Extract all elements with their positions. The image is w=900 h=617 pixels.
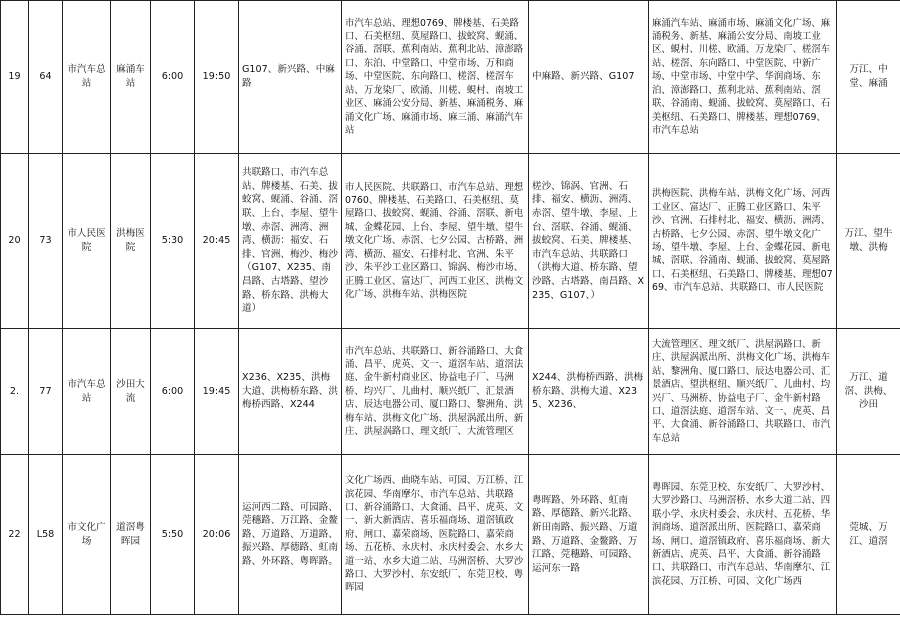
towns-served: 万江、望牛墩、洪梅 xyxy=(837,154,900,329)
origin-station: 市汽车总站 xyxy=(63,1,111,154)
return-roads: 粤晖路、外环路、虹南路、厚德路、新兴北路、新田南路、振兴路、万道路、万道路、金鳌路、万江路、莞穗路、可园路、运河东一路 xyxy=(529,455,649,615)
outbound-roads: X236、X235、洪梅大道、洪梅桥东路、洪梅桥西路、X244 xyxy=(239,329,342,455)
return-stops: 麻涌汽车站、麻涌市场、麻涌文化广场、麻涌税务、新基、麻涌公安分局、南坡工业区、蜆村、川槎、欧涌、万龙染厂、槎滘车站、槎滘、东向路口、中堂医院、中新广场、中堂市场、中堂中学、华润商场、东泊、漳澎路口、蕉利北站、蕉利南站、滘联、谷涌南、蚬涌、拔蛟窝、莫屋路口、石美枢纽、石美路口、牌楼基、理想0769、市汽车总站 xyxy=(649,1,837,154)
towns-served: 万江、中堂、麻涌 xyxy=(837,1,900,154)
return-stops: 大流管理区、理文纸厂、洪屋涡路口、新庄、洪屋涡派出所、洪梅文化广场、洪梅车站、黎洲角、厦口路口、辰达电器公司、汇景酒店、望洪枢纽、顺兴纸厂、儿曲村、均兴厂、马洲桥、协益电子厂、金牛新村路口、道滘法庭、道滘车站、文一、虎英、昌平、大食涌、新谷涌路口、共联路口、市汽车总站 xyxy=(649,329,837,455)
last-bus-time: 20:06 xyxy=(195,455,239,615)
return-stops: 粤晖园、东莞卫校、东安纸厂、大罗沙村、大罗沙路口、马洲滘桥、水乡大道二站、四联小学、永庆村委会、永庆村、五花桥、华润商场、道滘派出所、医院路口、嘉荣商场、闸口、道滘镇政府、喜乐福商场、新大新酒店、虎英、昌平、大食涌、新谷涌路口、共联路口、市汽车总站、华南摩尔、江滨花园、万江桥、可园、文化广场西 xyxy=(649,455,837,615)
first-bus-time: 6:00 xyxy=(151,1,195,154)
last-bus-time: 19:50 xyxy=(195,1,239,154)
return-roads: X244、洪梅桥西路、洪梅桥东路、洪梅大道、X235、X236、 xyxy=(529,329,649,455)
terminal-station: 麻涌车站 xyxy=(111,1,151,154)
route-number: 64 xyxy=(29,1,63,154)
first-bus-time: 5:30 xyxy=(151,154,195,329)
row-number: 20 xyxy=(1,154,29,329)
terminal-station: 洪梅医院 xyxy=(111,154,151,329)
first-bus-time: 5:50 xyxy=(151,455,195,615)
outbound-stops: 市汽车总站、共联路口、新谷涌路口、大食涌、昌平、虎英、文一、道滘车站、道滘法庭、金牛新村商业区、协益电子厂、马洲桥、均兴厂、儿曲村、顺兴纸厂、汇景酒店、辰达电器公司、厦口路口、黎洲角、洪梅车站、洪梅文化广场、洪屋涡派出所、新庄、洪屋涡路口、理文纸厂、大流管理区 xyxy=(342,329,529,455)
last-bus-time: 20:45 xyxy=(195,154,239,329)
return-stops: 洪梅医院、洪梅车站、洪梅文化广场、河西工业区、富达厂、正腾工业区路口、朱平沙、官洲、石排村北、福安、横沥、洲湾、古桥路、七夕公园、赤滘、望牛墩文化广场、望牛墩、李屋、上台、金蝶花园、新电城、滘联、谷涌南、蚬涌、拔蛟窝、莫屋路口、石美枢纽、石美路口、牌楼基、理想0769、市汽车总站、共联路口、市人民医院 xyxy=(649,154,837,329)
route-number: L58 xyxy=(29,455,63,615)
table-row xyxy=(1,329,900,455)
origin-station: 市汽车总站 xyxy=(63,329,111,455)
outbound-stops: 市汽车总站、理想0769、牌楼基、石美路口、石美枢纽、莫屋路口、拔蛟窝、蚬涌、谷涌、滘联、蕉利南站、蕉利北站、漳澎路口、东泊、中堂路口、中堂市场、万和商场、中堂医院、东向路口、槎滘、槎滘车站、万龙染厂、欧涌、川槎、蜆村、南坡工业区、麻涌公安分局、新基、麻涌税务、麻涌文化广场、麻涌市场、麻三涌、麻涌汽车站 xyxy=(342,1,529,154)
origin-station: 市人民医院 xyxy=(63,154,111,329)
outbound-roads: 共联路口、市汽车总站、牌楼基、石美、拔蛟窝、蚬涌、谷涌、滘联、上台、李屋、望牛墩、赤滘、洲湾、洲湾、横沥：福安、石排、官洲、梅沙、梅沙（G107、X235、南昌路、古塔路、望沙路、桥东路、洪梅大道） xyxy=(239,154,342,329)
row-number: 19 xyxy=(1,1,29,154)
row-number: 2. xyxy=(1,329,29,455)
origin-station: 市文化广场 xyxy=(63,455,111,615)
towns-served: 莞城、万江、道滘 xyxy=(837,455,900,615)
last-bus-time: 19:45 xyxy=(195,329,239,455)
return-roads: 槎沙、锦涡、官洲、石排、福安、横沥、洲湾、赤滘、望牛墩、李屋、上台、滘联、谷涌、蚬涌、拔蛟窝、石美、牌楼基、市汽车总站、共联路口（洪梅大道、桥东路、望沙路、古塔路、南昌路、X235、G107、） xyxy=(529,154,649,329)
table-row xyxy=(1,455,900,615)
route-number: 77 xyxy=(29,329,63,455)
table-row xyxy=(1,154,900,329)
table-row xyxy=(1,1,900,154)
row-number: 22 xyxy=(1,455,29,615)
outbound-roads: 运河西二路、可园路、莞穗路、万江路、金鳌路、万道路、万道路、振兴路、厚德路、虹南路、外环路、粤晖路。 xyxy=(239,455,342,615)
outbound-roads: G107、新兴路、中麻路 xyxy=(239,1,342,154)
outbound-stops: 市人民医院、共联路口、市汽车总站、理想0760、牌楼基、石美路口、石美枢纽、莫屋路口、拔蛟窝、蚬涌、谷涌、滘联、新电城、金蝶花园、上台、李屋、望牛墩、望牛墩文化广场、赤滘、七夕公园、古桥路、洲湾、横沥、福安、石排村北、官洲、朱平沙、朱平沙工业区路口、锦涡、梅沙市场、正腾工业区、富达厂、河西工业区、洪梅文化广场、洪梅车站、洪梅医院 xyxy=(342,154,529,329)
terminal-station: 沙田大流 xyxy=(111,329,151,455)
terminal-station: 道滘粤晖园 xyxy=(111,455,151,615)
route-number: 73 xyxy=(29,154,63,329)
outbound-stops: 文化广场西、曲晓车站、可园、万江桥、江滨花园、华南摩尔、市汽车总站、共联路口、新谷涌路口、大食涌、昌平、虎英、文一、新大新酒店、喜乐福商场、道滘镇政府、闸口、嘉荣商场、医院路口、嘉荣商场、五花桥、永庆村、永庆村委会、水乡大道一站、水乡大道二站、马洲滘桥、大罗沙路口、大罗沙村、东安纸厂、东莞卫校、粤晖园 xyxy=(342,455,529,615)
first-bus-time: 6:00 xyxy=(151,329,195,455)
towns-served: 万江、道滘、洪梅、沙田 xyxy=(837,329,900,455)
return-roads: 中麻路、新兴路、G107 xyxy=(529,1,649,154)
